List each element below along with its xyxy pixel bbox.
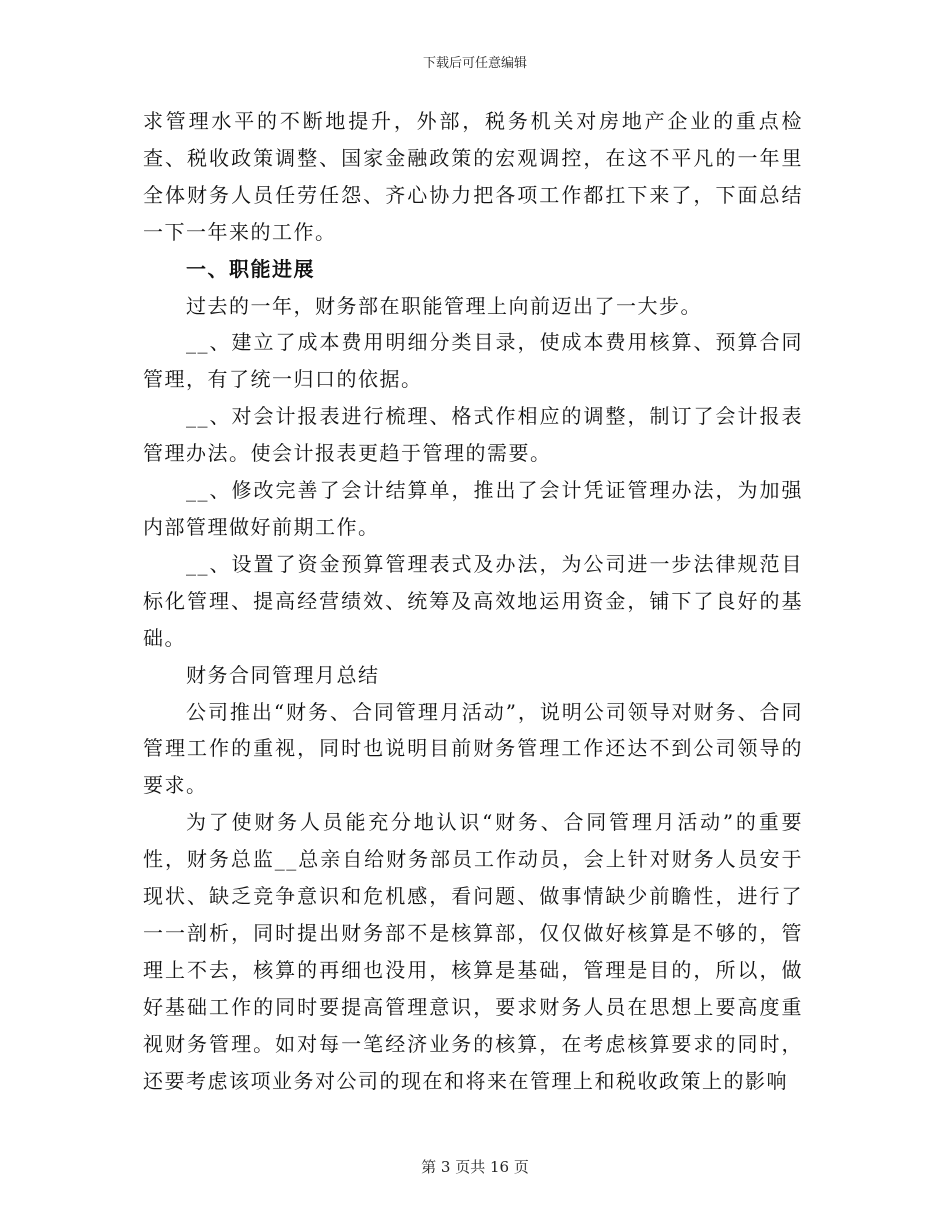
list-item: __、建立了成本费用明细分类目录，使成本费用核算、预算合同管理，有了统一归口的依据。 (143, 330, 803, 392)
page-number: 第 3 页共 16 页 (421, 1158, 529, 1176)
page-header: 下载后可任意编辑 (422, 56, 527, 71)
paragraph: 公司推出“财务、合同管理月活动”，说明公司领导对财务、合同管理工作的重视，同时也说明目前财务管理工作还达不到公司领导的要求。 (143, 699, 803, 798)
list-item: __、对会计报表进行梳理、格式作相应的调整，制订了会计报表管理办法。使会计报表更趋于管理的需要。 (143, 404, 803, 466)
section-heading: 一、职能进展 (186, 256, 315, 281)
paragraph: 为了使财务人员能充分地认识“财务、合同管理月活动”的重要性，财务总监__总亲自给财务部员工作动员，会上针对财务人员安于现状、缺乏竞争意识和危机感，看问题、做事情缺少前瞻性，进行了一一剖析，同时提出财务部不是核算部，仅仅做好核算是不够的，管理上不去，核算的再细也没用，核算是基础，管理是目的，所以，做好基础工作的同时要提高管理意识，要求财务人员在思想上要高度重视财务管理。如对每一笔经济业务的核算，在考虑核算要求的同时，还要考虑该项业务对公司的现在和将来在管理上和税收政策上的影响 (143, 810, 803, 1093)
list-item: __、设置了资金预算管理表式及办法，为公司进一步法律规范目标化管理、提高经营绩效、统筹及高效地运用资金，铺下了良好的基础。 (143, 551, 803, 650)
subtitle: 财务合同管理月总结 (186, 662, 380, 687)
document-body (143, 103, 803, 1099)
paragraph: 过去的一年，财务部在职能管理上向前迈出了一大步。 (186, 293, 702, 318)
list-item: __、修改完善了会计结算单，推出了会计凭证管理办法，为加强内部管理做好前期工作。 (143, 478, 803, 539)
paragraph-continuation: 求管理水平的不断地提升，外部，税务机关对房地产企业的重点检查、税收政策调整、国家金融政策的宏观调控，在这不平凡的一年里全体财务人员任劳任怨、齐心协力把各项工作都扛下来了，下面总结一下一年来的工作。 (143, 109, 803, 244)
